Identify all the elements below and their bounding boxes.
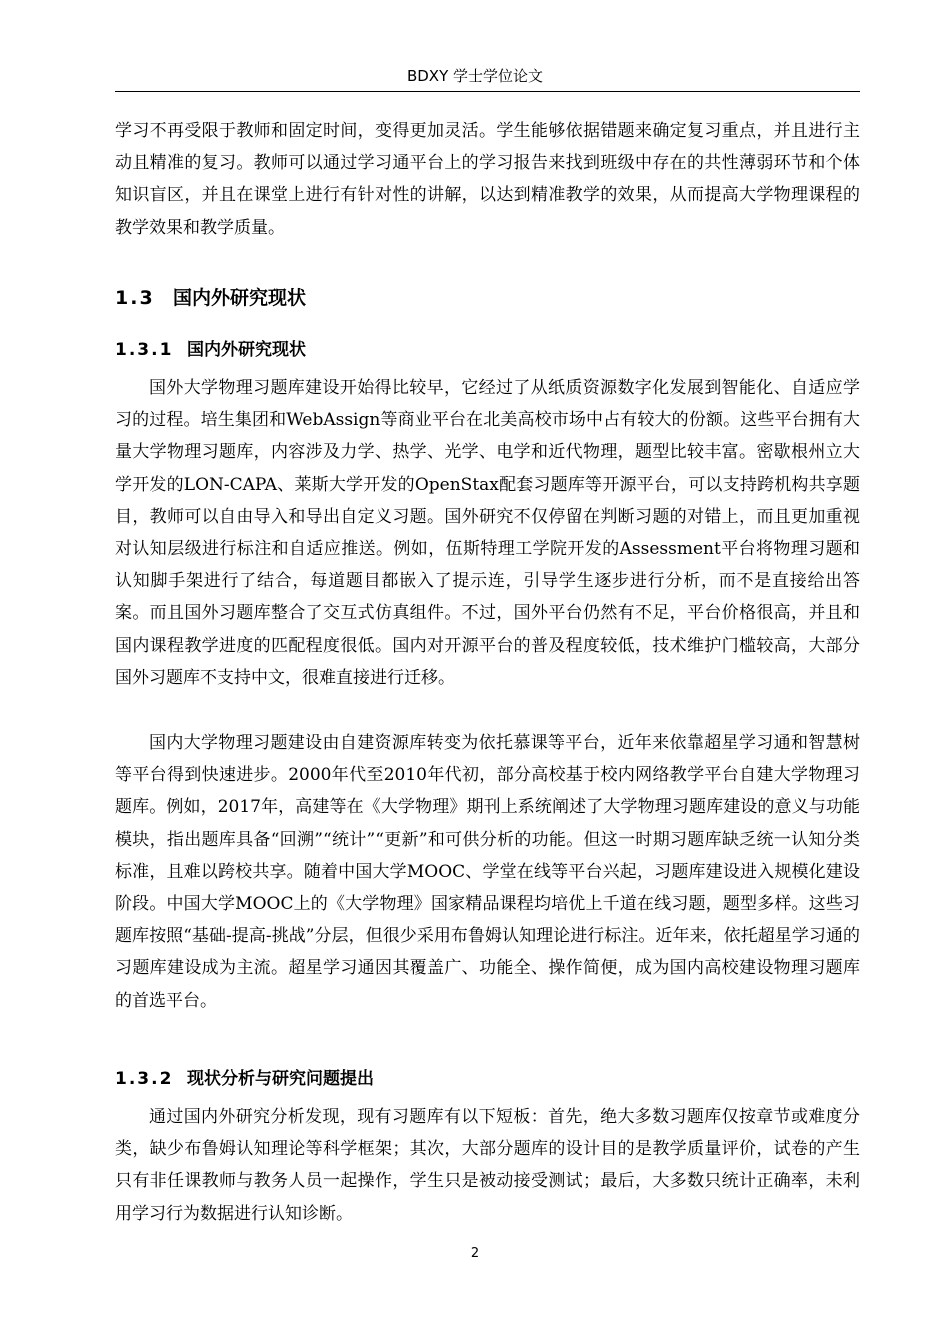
running-header: BDXY 学士学位论文 bbox=[406, 67, 544, 85]
section-heading-1-3 bbox=[115, 285, 860, 311]
section-number: 1.3.2 bbox=[115, 1069, 174, 1089]
paragraph-intro-continuation: 学习不再受限于教师和固定时间，变得更加灵活。学生能够依据错题来确定复习重点，并且进行主动且精准的复习。教师可以通过学习通平台上的学习报告来找到班级中存在的共性薄弱环节和个体知识盲区，并且在课堂上进行有针对性的讲解，以达到精准教学的效果，从而提高大学物理课程的教学效果和教学质量。 bbox=[115, 121, 860, 238]
section-heading-1-3-1 bbox=[115, 338, 860, 362]
section-number: 1.3.1 bbox=[115, 340, 174, 360]
section-title: 国内外研究现状 bbox=[173, 287, 307, 309]
paragraph-foreign-research: 国外大学物理习题库建设开始得比较早，它经过了从纸质资源数字化发展到智能化、自适应学习的过程。培生集团和WebAssign等商业平台在北美高校市场中占有较大的份额。这些平台拥有大量大学物理习题库，内容涉及力学、热学、光学、电学和近代物理，题型比较丰富。密歇根州立大学开发的LON-CAPA、莱斯大学开发的OpenStax配套习题库等开源平台，可以支持跨机构共享题目，教师可以自由导入和导出自定义习题。国外研究不仅停留在判断习题的对错上，而且更加重视对认知层级进行标注和自适应推送。例如，伍斯特理工学院开发的Assessment平台将物理习题和认知脚手架进行了结合，每道题目都嵌入了提示连，引导学生逐步进行分析，而不是直接给出答案。而且国外习题库整合了交互式仿真组件。不过，国外平台仍然有不足，平台价格很高，并且和国内课程教学进度的匹配程度很低。国内对开源平台的普及程度较低，技术维护门槛较高，大部分国外习题库不支持中文，很难直接进行迁移。 bbox=[115, 378, 860, 688]
section-title: 国内外研究现状 bbox=[187, 340, 306, 360]
paragraph-analysis: 通过国内外研究分析发现，现有习题库有以下短板：首先，绝大多数习题库仅按章节或难度分类，缺少布鲁姆认知理论等科学框架；其次，大部分题库的设计目的是教学质量评价，试卷的产生只有非任课教师与教务人员一起操作，学生只是被动接受测试；最后，大多数只统计正确率，未利用学习行为数据进行认知诊断。 bbox=[115, 1107, 860, 1224]
section-heading-1-3-2 bbox=[115, 1067, 860, 1091]
section-title: 现状分析与研究问题提出 bbox=[187, 1069, 374, 1089]
header-divider bbox=[115, 91, 860, 92]
page-number: 2 bbox=[470, 1246, 480, 1261]
paragraph-domestic-research: 国内大学物理习题建设由自建资源库转变为依托慕课等平台，近年来依靠超星学习通和智慧树等平台得到快速进步。2000年代至2010年代初，部分高校基于校内网络教学平台自建大学物理习题库。例如，2017年，高建等在《大学物理》期刊上系统阐述了大学物理习题库建设的意义与功能模块，指出题库具备“回溯”“统计”“更新”和可供分析的功能。但这一时期习题库缺乏统一认知分类标准，且难以跨校共享。随着中国大学MOOC、学堂在线等平台兴起，习题库建设进入规模化建设阶段。中国大学MOOC上的《大学物理》国家精品课程均培优上千道在线习题，题型多样。这些习题库按照“基础-提高-挑战”分层，但很少采用布鲁姆认知理论进行标注。近年来，依托超星学习通的习题库建设成为主流。超星学习通因其覆盖广、功能全、操作简便，成为国内高校建设物理习题库的首选平台。 bbox=[115, 733, 860, 1011]
section-number: 1.3 bbox=[115, 287, 155, 309]
